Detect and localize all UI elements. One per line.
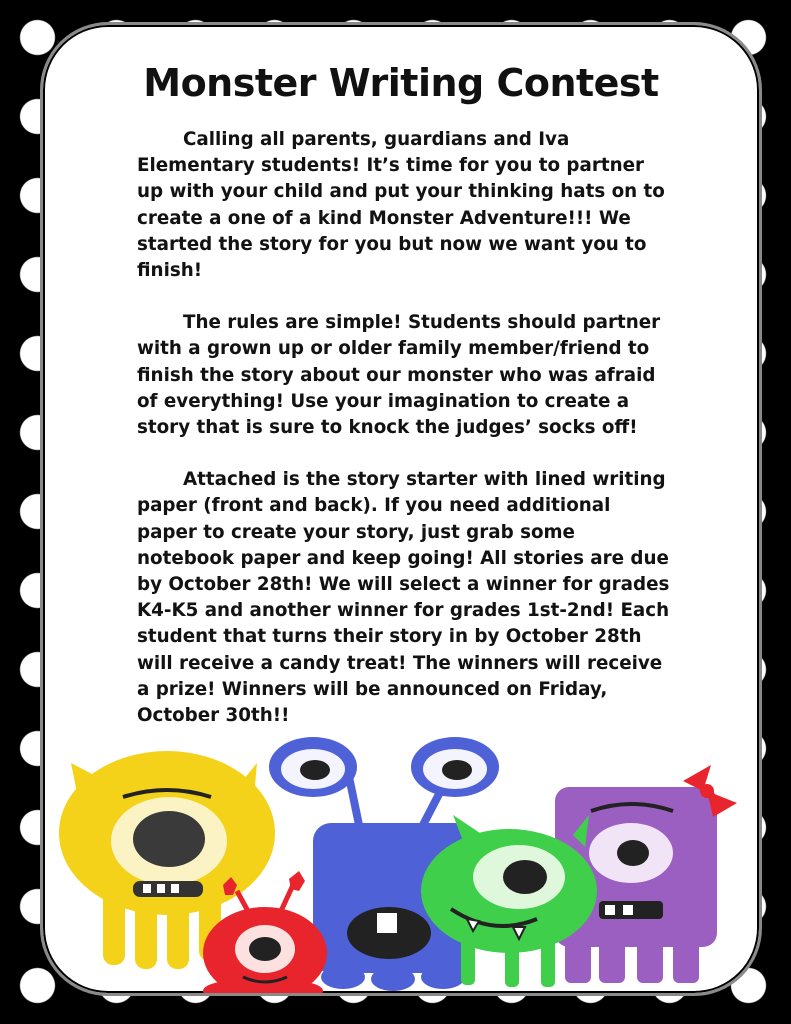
flyer-card <box>40 22 762 996</box>
flyer-body <box>137 127 673 755</box>
paragraph-details: Attached is the story starter with lined writing paper (front and back). If you need additional paper to create your story, just grab some notebook paper and keep going! All stories are due by October 28th! We will select a winner for grades K4-K5 and another winner for grades 1st-2nd! Each student that turns their story in by October 28th will receive a candy treat! The winners will receive a prize! Winners will be announced on Friday, October 30th!! <box>137 469 670 727</box>
page-title: Monster Writing Contest <box>143 61 659 105</box>
paragraph-intro: Calling all parents, guardians and Iva Elementary students! It’s time for you to partner up with your child and put your thinking hats on to create a one of a kind Monster Adventure!!! We started the story for you but now we want you to finish! <box>137 129 665 282</box>
monsters-illustration <box>43 715 759 993</box>
paragraph-rules: The rules are simple! Students should partner with a grown up or older family member/friend to finish the story about our monster who was afraid of everything! Use your imagination to create a story that is sure to knock the judges’ socks off! <box>137 312 661 439</box>
